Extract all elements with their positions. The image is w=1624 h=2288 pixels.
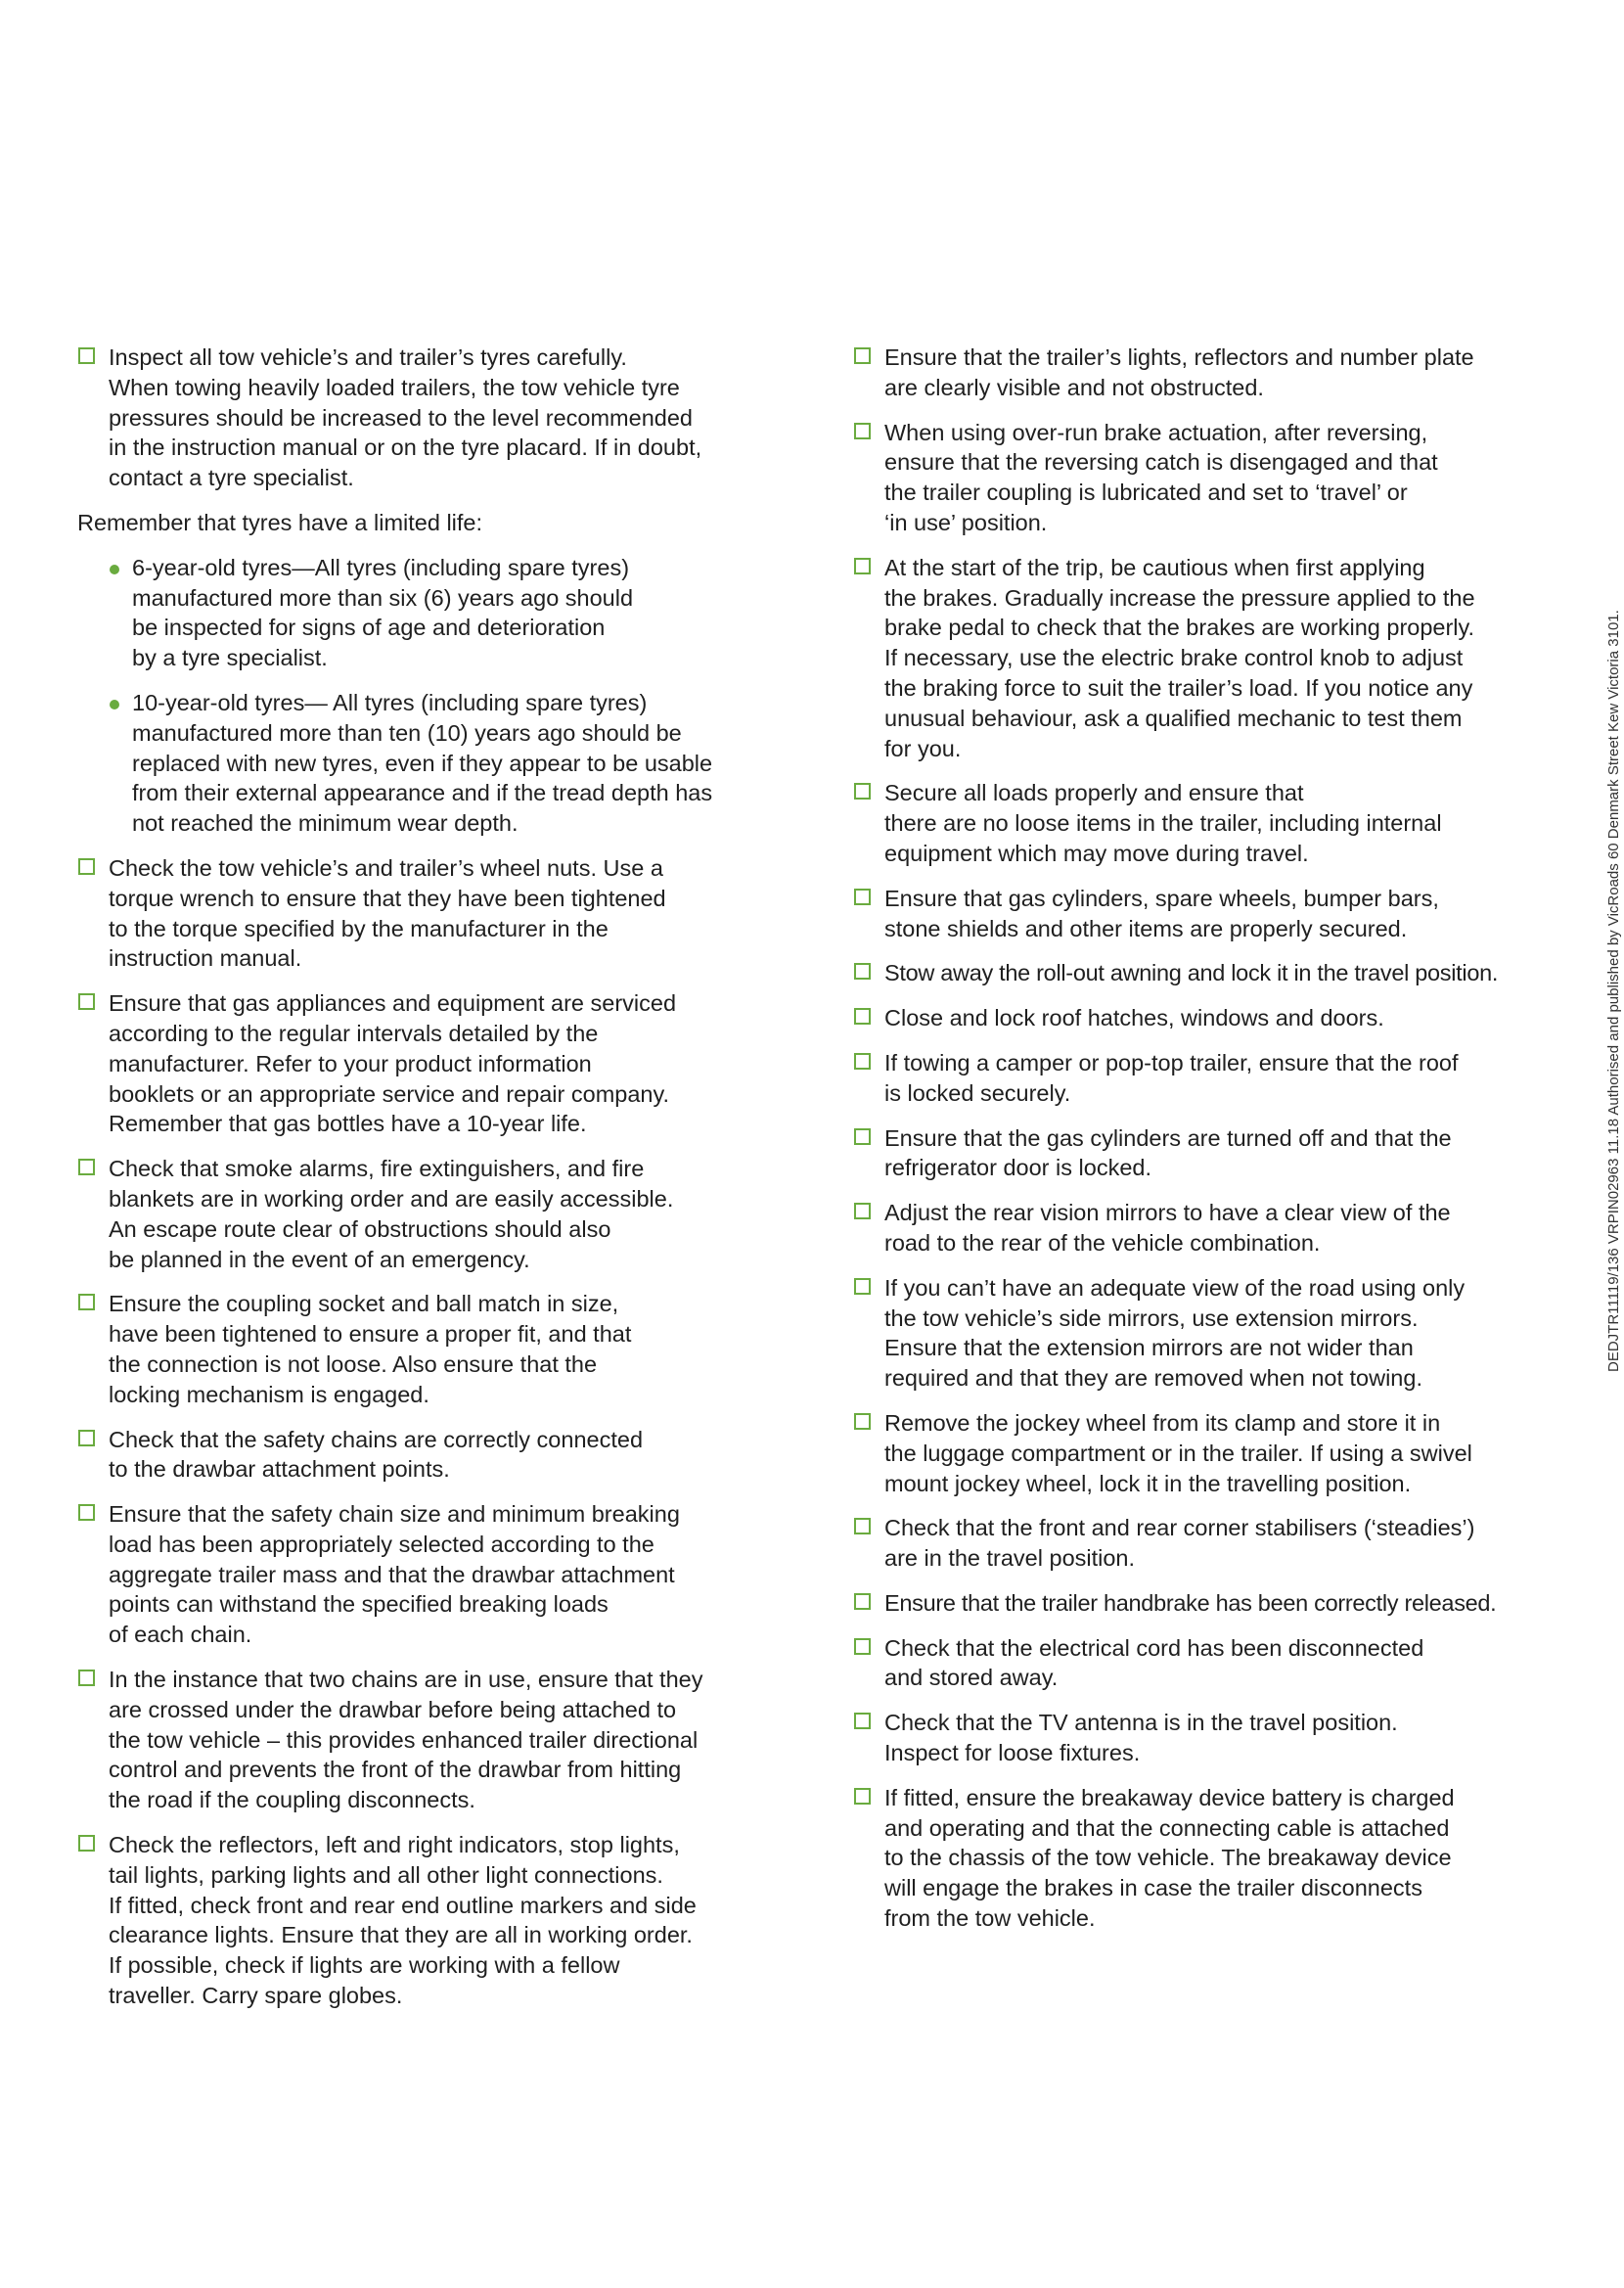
checkbox-icon[interactable]	[78, 1294, 95, 1310]
item-text: Ensure that the gas cylinders are turned off and that the refrigerator door is locked.	[884, 1124, 1452, 1181]
item-text: Stow away the roll-out awning and lock it in the travel position.	[884, 960, 1499, 986]
checklist-item	[77, 1830, 782, 2011]
checklist-item	[853, 1408, 1557, 1498]
bullet-item	[77, 688, 782, 839]
checklist-item	[77, 1665, 782, 1815]
checklist-item	[853, 553, 1557, 764]
item-text: Check that smoke alarms, fire extinguishers, and fire blankets are in working order and are easily accessible. An escape route clear of obstructions should also be planned in the event of an emergency.	[109, 1156, 674, 1272]
checklist-item	[853, 1708, 1557, 1768]
checklist-item	[853, 1783, 1557, 1934]
checkbox-icon[interactable]	[854, 783, 871, 800]
checkbox-icon[interactable]	[854, 1788, 871, 1805]
checkbox-icon[interactable]	[78, 858, 95, 875]
checkbox-icon[interactable]	[78, 1504, 95, 1521]
checklist-item	[853, 1003, 1557, 1033]
checklist-item	[853, 1588, 1557, 1619]
checklist-item	[77, 1154, 782, 1274]
checkbox-icon[interactable]	[854, 1413, 871, 1430]
item-text: If towing a camper or pop-top trailer, ensure that the roof is locked securely.	[884, 1049, 1459, 1106]
checkbox-icon[interactable]	[78, 993, 95, 1010]
item-text: At the start of the trip, be cautious when first applying the brakes. Gradually increase the pressure applied to the brake pedal to check that the brakes are working properly. If necessary, use the electric brake control knob to adjust the braking force to suit the trailer’s load. If you notice any unusual behaviour, ask a qualified mechanic to test them for you.	[884, 554, 1475, 761]
bullet-text: 10-year-old tyres— All tyres (including spare tyres) manufactured more than ten (10) years ago should be replaced with new tyres, even if they appear to be usable from their external appearance and if the tread depth has not reached the minimum wear depth.	[132, 689, 713, 837]
checkbox-icon[interactable]	[78, 1835, 95, 1852]
checkbox-icon[interactable]	[854, 1593, 871, 1610]
checklist-item	[853, 1048, 1557, 1109]
checklist-item	[77, 1425, 782, 1486]
checklist-item	[77, 988, 782, 1139]
publication-note: DEDJTR11119/136 VRPIN02963 11.18 Authorised and published by VicRoads 60 Denmark Street Kew Victoria 3101.	[1605, 610, 1622, 1372]
item-text: Check that the front and rear corner stabilisers (‘steadies’) are in the travel position.	[884, 1515, 1475, 1572]
item-text: If you can’t have an adequate view of the road using only the tow vehicle’s side mirrors, use extension mirrors. Ensure that the extension mirrors are not wider than required and that they are removed when not towing.	[884, 1274, 1466, 1392]
checklist-item	[853, 1513, 1557, 1574]
checklist-item	[853, 1198, 1557, 1258]
bullet-item	[77, 553, 782, 673]
checklist-item	[853, 418, 1557, 538]
checkbox-icon[interactable]	[854, 889, 871, 905]
item-text: Inspect all tow vehicle’s and trailer’s tyres carefully. When towing heavily loaded trailers, the tow vehicle tyre pressures should be increased to the level recommended in the instruction manual or on the tyre placard. If in doubt, contact a tyre specialist.	[109, 344, 702, 491]
item-text: Check the tow vehicle’s and trailer’s wheel nuts. Use a torque wrench to ensure that they have been tightened to the torque specified by the manufacturer in the instruction manual.	[109, 854, 666, 972]
item-text: Secure all loads properly and ensure that there are no loose items in the trailer, including internal equipment which may move during travel.	[884, 780, 1442, 866]
checkbox-icon[interactable]	[854, 558, 871, 574]
checkbox-icon[interactable]	[854, 1518, 871, 1534]
checkbox-icon[interactable]	[78, 347, 95, 364]
item-text: Ensure that the safety chain size and minimum breaking load has been appropriately selected according to the aggregate trailer mass and that the drawbar attachment points can withstand the specified breaking loads of each chain.	[109, 1501, 680, 1648]
left-column	[77, 343, 782, 2026]
checkbox-icon[interactable]	[78, 1670, 95, 1686]
checklist-item	[853, 1273, 1557, 1394]
item-text: If fitted, ensure the breakaway device battery is charged and operating and that the connecting cable is attached to the chassis of the tow vehicle. The breakaway device will engage the brakes in case the trailer disconnects from the tow vehicle.	[884, 1784, 1455, 1932]
item-text: Check that the safety chains are correctly connected to the drawbar attachment points.	[109, 1426, 644, 1483]
checkbox-icon[interactable]	[854, 1053, 871, 1070]
item-text: Remove the jockey wheel from its clamp and store it in the luggage compartment or in the trailer. If using a swivel mount jockey wheel, lock it in the travelling position.	[884, 1409, 1472, 1496]
checkbox-icon[interactable]	[854, 963, 871, 980]
item-text: Check the reflectors, left and right indicators, stop lights, tail lights, parking lights and all other light connections. If fitted, check front and rear end outline markers and side clearance lights. Ensure that they are all in working order. If possible, check if lights are working with a fellow traveller. Carry spare globes.	[109, 1832, 697, 2009]
item-text: Ensure that the trailer handbrake has been correctly released.	[884, 1589, 1497, 1616]
checklist-item	[853, 1123, 1557, 1184]
right-column	[853, 343, 1557, 1948]
checkbox-icon[interactable]	[854, 1203, 871, 1219]
checklist-item	[853, 884, 1557, 944]
checkbox-icon[interactable]	[854, 1713, 871, 1729]
item-text: Adjust the rear vision mirrors to have a clear view of the road to the rear of the vehicle combination.	[884, 1200, 1451, 1256]
item-text: Ensure that gas cylinders, spare wheels, bumper bars, stone shields and other items are properly secured.	[884, 885, 1439, 941]
checkbox-icon[interactable]	[854, 347, 871, 364]
paragraph: Remember that tyres have a limited life:	[77, 509, 483, 535]
checklist-item	[77, 853, 782, 974]
checklist-item	[853, 778, 1557, 868]
checkbox-icon[interactable]	[78, 1430, 95, 1446]
bullet-dot-icon	[110, 700, 119, 709]
checkbox-icon[interactable]	[78, 1159, 95, 1175]
item-text: When using over-run brake actuation, after reversing, ensure that the reversing catch is disengaged and that the trailer coupling is lubricated and set to ‘travel’ or ‘in use’ position.	[884, 419, 1438, 535]
bullet-text: 6-year-old tyres—All tyres (including spare tyres) manufactured more than six (6) years ago should be inspected for signs of age and deterioration by a tyre specialist.	[132, 554, 634, 671]
checklist-item	[853, 343, 1557, 403]
checklist-item	[853, 1633, 1557, 1694]
checkbox-icon[interactable]	[854, 423, 871, 439]
bullet-dot-icon	[110, 565, 119, 574]
item-text: Close and lock roof hatches, windows and doors.	[884, 1005, 1384, 1031]
item-text: Ensure that gas appliances and equipment are serviced according to the regular intervals detailed by the manufacturer. Refer to your product information booklets or an appropriate service and repair company. Remember that gas bottles have a 10-year life.	[109, 990, 677, 1137]
item-text: Ensure that the trailer’s lights, reflectors and number plate are clearly visible and not obstructed.	[884, 344, 1474, 400]
item-text: Check that the electrical cord has been disconnected and stored away.	[884, 1634, 1424, 1691]
checklist-item	[77, 343, 782, 493]
checkbox-icon[interactable]	[854, 1278, 871, 1295]
checkbox-icon[interactable]	[854, 1638, 871, 1655]
checklist-item	[853, 958, 1557, 988]
item-text: Check that the TV antenna is in the travel position. Inspect for loose fixtures.	[884, 1710, 1398, 1766]
checkbox-icon[interactable]	[854, 1128, 871, 1145]
item-text: Ensure the coupling socket and ball match in size, have been tightened to ensure a proper fit, and that the connection is not loose. Also ensure that the locking mechanism is engaged.	[109, 1291, 632, 1407]
checkbox-icon[interactable]	[854, 1008, 871, 1025]
item-text: In the instance that two chains are in use, ensure that they are crossed under the drawbar before being attached to the tow vehicle – this provides enhanced trailer directional control and prevents the front of the drawbar from hitting the road if the coupling disconnects.	[109, 1667, 703, 1813]
checklist-item	[77, 1289, 782, 1409]
checklist-item	[77, 1499, 782, 1650]
